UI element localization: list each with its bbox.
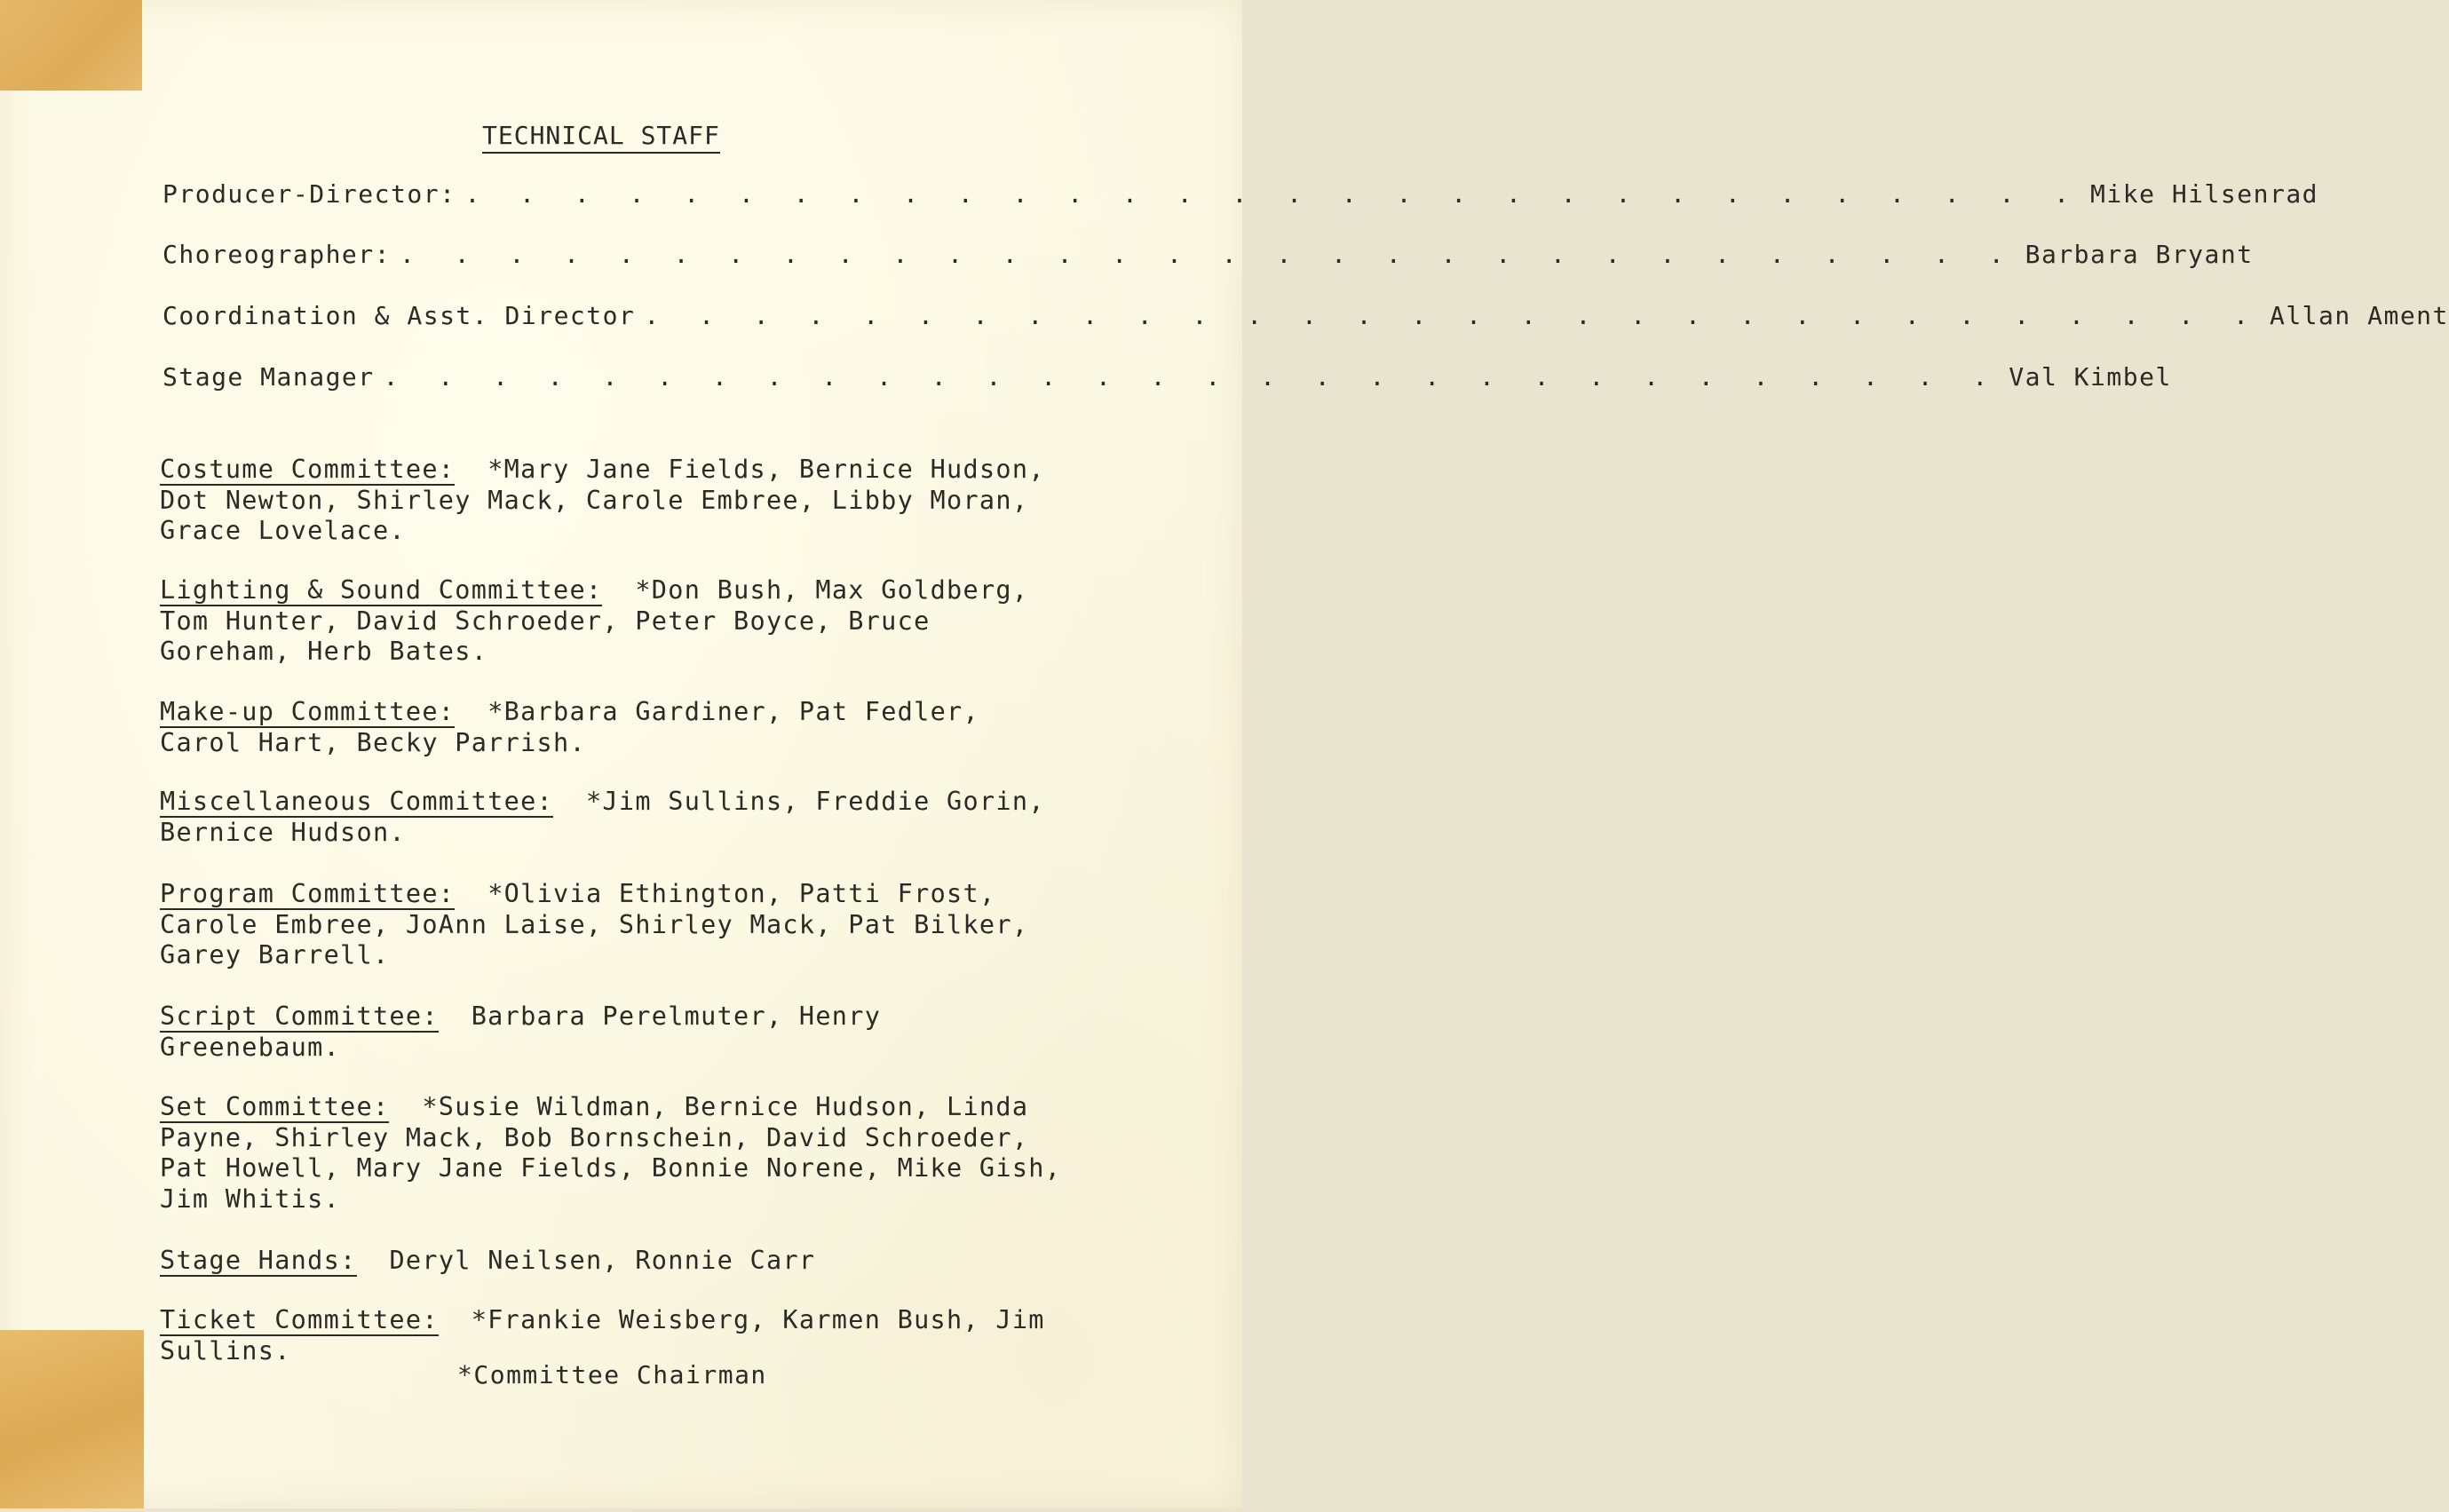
role-label: Coordination & Asst. Director	[162, 301, 636, 330]
committee-script	[160, 1001, 1070, 1063]
committee-members: *Susie Wildman, Bernice Hudson, Linda Payne, Shirley Mack, Bob Bornschein, David Schroeder, Pat Howell, Mary Jane Fields, Bonnie Norene, Mike Gish, Jim Whitis.	[160, 1092, 1062, 1214]
committee-members: *Mary Jane Fields, Bernice Hudson, Dot Newton, Shirley Mack, Carole Embree, Libby Moran, Grace Lovelace.	[160, 455, 1045, 545]
committee-set	[160, 1092, 1070, 1215]
role-line-coordination	[162, 301, 2449, 336]
committee-label: Program Committee:	[160, 879, 456, 908]
committee-label: Script Committee:	[160, 1001, 439, 1031]
committee-label: Make-up Committee:	[160, 697, 456, 726]
committee-members: *Barbara Gardiner, Pat Fedler, Carol Hart, Becky Parrish.	[160, 697, 979, 757]
committee-label: Miscellaneous Committee:	[160, 787, 554, 816]
role-line-choreographer	[162, 240, 2254, 275]
role-name: Barbara Bryant	[2025, 240, 2254, 269]
role-name: Allan Ament	[2269, 301, 2449, 330]
committee-members: Barbara Perelmuter, Henry Greenebaum.	[160, 1001, 882, 1062]
role-name: Mike Hilsenrad	[2090, 179, 2319, 209]
committee-label: Costume Committee:	[160, 455, 456, 484]
tape-top-left	[0, 0, 142, 91]
committee-label: Stage Hands:	[160, 1246, 357, 1275]
committee-make-up	[160, 697, 1070, 758]
committee-lighting-sound	[160, 575, 1070, 668]
footnote-committee-chairman: *Committee Chairman	[457, 1360, 767, 1389]
role-label: Choreographer:	[162, 240, 392, 269]
tape-bottom-left	[0, 1330, 144, 1508]
committee-members: *Frankie Weisberg, Karmen Bush, Jim Sullins.	[160, 1305, 1045, 1366]
role-label: Producer-Director:	[162, 179, 456, 209]
role-line-producer-director	[162, 179, 2319, 215]
committee-ticket	[160, 1305, 1070, 1366]
committee-costume	[160, 455, 1070, 547]
committee-program	[160, 879, 1070, 971]
committee-label: Lighting & Sound Committee:	[160, 575, 603, 605]
leader-dots: . . . . . . . . . . . . . . . . . . . . . . . . . . . . . .	[400, 240, 2017, 269]
role-label: Stage Manager	[162, 362, 375, 392]
committee-stage-hands	[160, 1246, 1070, 1277]
committee-members: *Jim Sullins, Freddie Gorin, Bernice Hudson.	[160, 787, 1045, 847]
role-name: Val Kimbel	[2009, 362, 2172, 392]
committee-members: *Olivia Ethington, Patti Frost, Carole Embree, JoAnn Laise, Shirley Mack, Pat Bilker, Garey Barrell.	[160, 879, 1029, 970]
committee-members: *Don Bush, Max Goldberg, Tom Hunter, David Schroeder, Peter Boyce, Bruce Goreham, Herb Bates.	[160, 575, 1029, 666]
page-title: TECHNICAL STAFF	[482, 121, 720, 154]
role-line-stage-manager	[162, 362, 2172, 398]
leader-dots: . . . . . . . . . . . . . . . . . . . . . . . . . . . . . .	[644, 301, 2261, 330]
committee-miscellaneous	[160, 787, 1070, 848]
committee-label: Set Committee:	[160, 1092, 390, 1121]
leader-dots: . . . . . . . . . . . . . . . . . . . . . . . . . . . . . .	[383, 362, 2001, 392]
committee-members: Deryl Neilsen, Ronnie Carr	[389, 1246, 816, 1275]
committee-label: Ticket Committee:	[160, 1305, 439, 1334]
leader-dots: . . . . . . . . . . . . . . . . . . . . . . . . . . . . . .	[464, 179, 2082, 209]
